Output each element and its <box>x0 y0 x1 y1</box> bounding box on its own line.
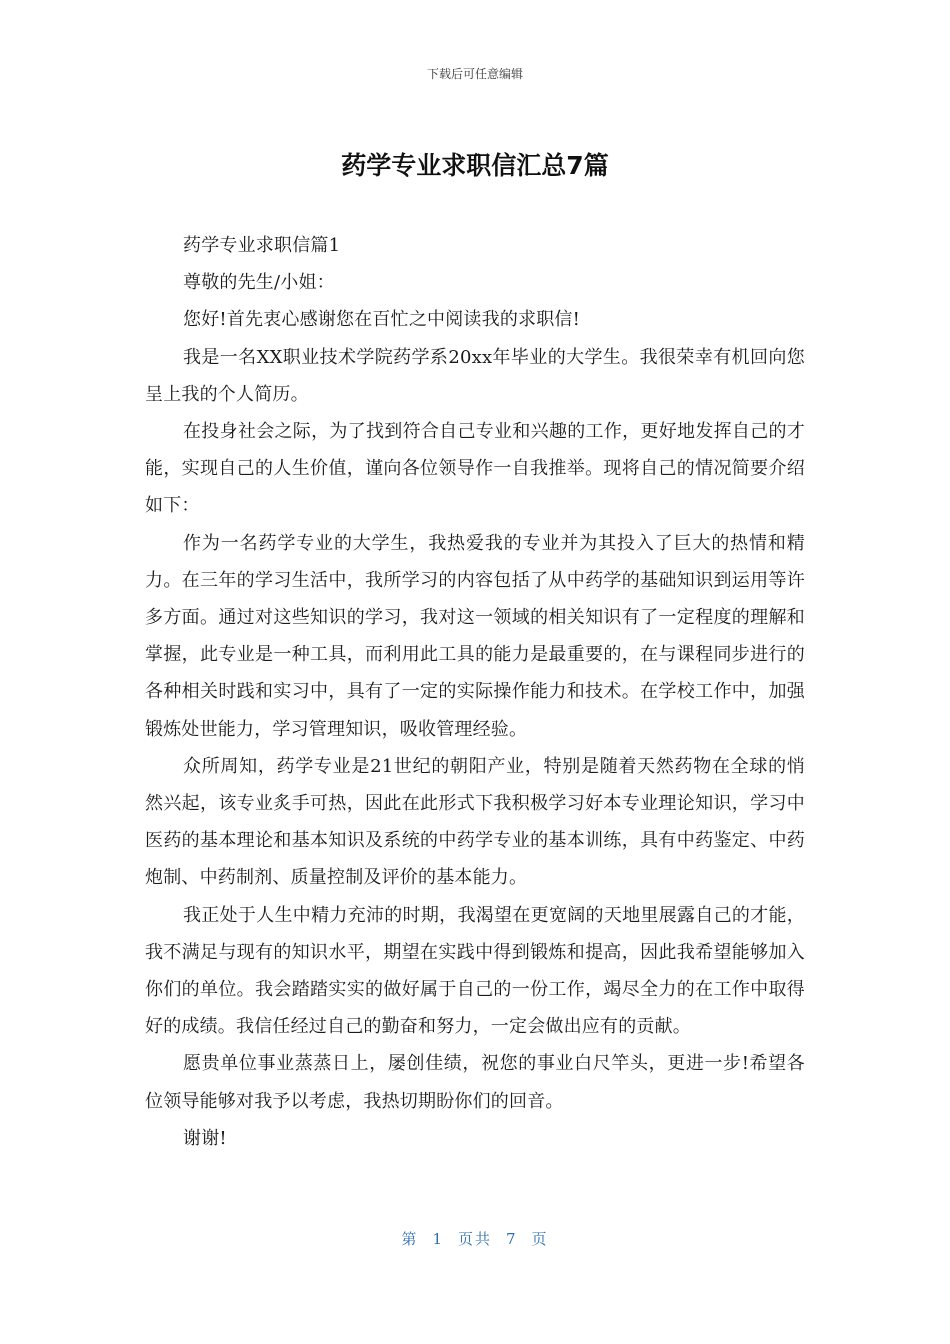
paragraph-section-heading: 药学专业求职信篇1 <box>183 235 341 256</box>
footer-prefix: 第 <box>401 1230 419 1248</box>
page-footer <box>0 1228 950 1250</box>
paragraph-industry: 众所周知，药学专业是21世纪的朝阳产业，特别是随着天然药物在全球的悄然兴起，该专业炙手可热，因此在此形式下我积极学习好本专业理论知识，学习中医药的基本理论和基本知识及系统的中药学专业的基本训练，具有中药鉴定、中药炮制、中药制剂、质量控制及评价的基本能力。 <box>145 755 805 889</box>
footer-suffix: 页 <box>531 1230 549 1248</box>
footer-current-page: 1 <box>432 1230 444 1248</box>
paragraph-salutation: 尊敬的先生/小姐： <box>183 272 335 294</box>
paragraph-thanks: 谢谢! <box>183 1127 227 1149</box>
paragraph-aspiration: 我正处于人生中精力充沛的时期，我渴望在更宽阔的天地里展露自己的才能，我不满足与现有的知识水平，期望在实践中得到锻炼和提高，因此我希望能够加入你们的单位。我会踏踏实实的做好属于自己的一份工作，竭尽全力的在工作中取得好的成绩。我信任经过自己的勤奋和努力，一定会做出应有的贡献。 <box>145 904 805 1038</box>
paragraph-wishes: 愿贵单位事业蒸蒸日上，屡创佳绩，祝您的事业白尺竿头，更进一步!希望各位领导能够对我予以考虑，我热切期盼你们的回音。 <box>145 1053 805 1112</box>
document-body <box>145 227 805 1157</box>
footer-middle: 页共 <box>457 1230 492 1248</box>
paragraph-introduction: 我是一名XX职业技术学院药学系20xx年毕业的大学生。我很荣幸有机回向您呈上我的个人简历。 <box>145 346 805 405</box>
paragraph-purpose: 在投身社会之际，为了找到符合自己专业和兴趣的工作，更好地发挥自己的才能，实现自己的人生价值，谨向各位领导作一自我推举。现将自己的情况简要介绍如下： <box>145 421 805 517</box>
page-header: 下载后可任意编辑 <box>426 67 523 81</box>
document-title: 药学专业求职信汇总7篇 <box>341 151 609 180</box>
footer-total-pages: 7 <box>506 1230 518 1248</box>
paragraph-study: 作为一名药学专业的大学生，我热爱我的专业并为其投入了巨大的热情和精力。在三年的学习生活中，我所学习的内容包括了从中药学的基础知识到运用等许多方面。通过对这些知识的学习，我对这一领域的相关知识有了一定程度的理解和掌握，此专业是一种工具，而利用此工具的能力是最重要的，在与课程同步进行的各种相关时践和实习中，具有了一定的实际操作能力和技术。在学校工作中，加强锻炼处世能力，学习管理知识，吸收管理经验。 <box>145 532 805 740</box>
paragraph-greeting: 您好!首先衷心感谢您在百忙之中阅读我的求职信! <box>183 309 581 331</box>
